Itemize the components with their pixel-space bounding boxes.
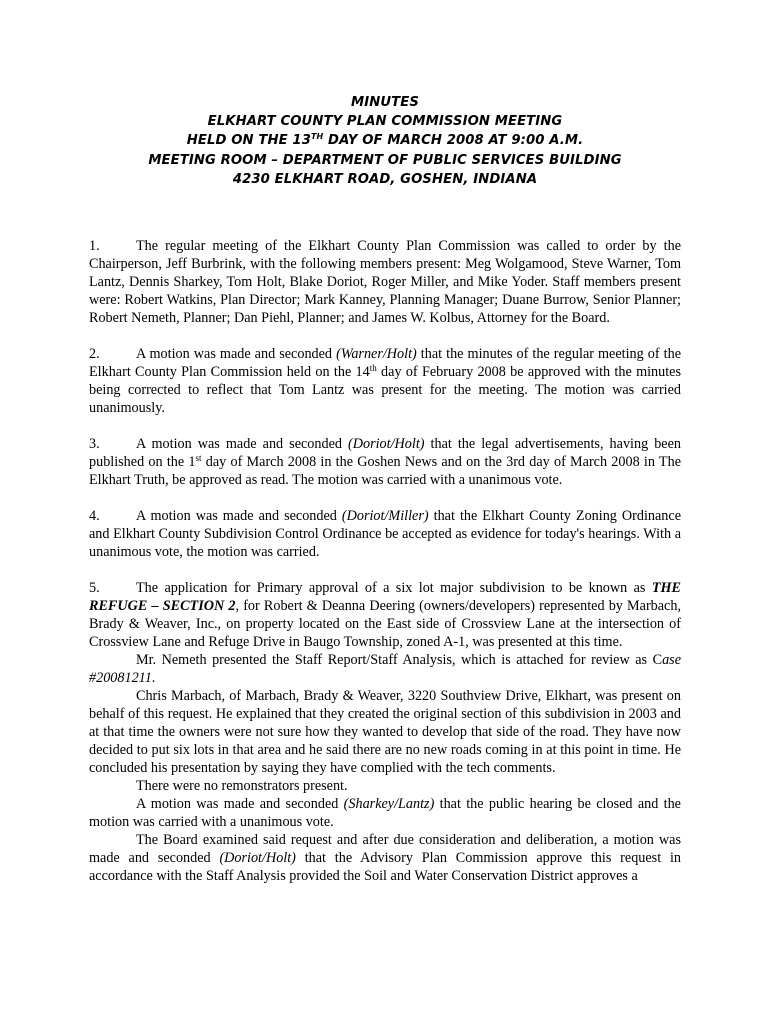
item-text: day of March 2008 in the Goshen News and on the 3rd day of March 2008 in The Elkhart Truth, be approved as read. The motion was carried with a unanimous vote. [89, 454, 681, 488]
item-text: A motion was made and seconded [136, 508, 342, 524]
item-number: 1. [89, 238, 100, 254]
header-title: MINUTES [351, 95, 419, 110]
item-5-board-motion [89, 831, 681, 885]
item-text: A motion was made and seconded [136, 796, 344, 812]
item-number: 4. [89, 508, 100, 524]
item-text: that the Advisory Plan Commission approve this request in accordance with the Staff Analysis provided the Soil and Water Conservation District approves a [89, 850, 681, 884]
minutes-body [89, 237, 681, 885]
item-4 [89, 507, 681, 561]
item-text: that the legal advertisements, having been published on the 1 [89, 436, 681, 470]
header-meeting-room: MEETING ROOM – DEPARTMENT OF PUBLIC SERVICES BUILDING [148, 152, 622, 168]
item-3 [89, 435, 681, 489]
item-2 [89, 345, 681, 417]
header-date-text-b: DAY OF MARCH 2008 AT 9:00 A.M. [323, 133, 584, 149]
motion-names: (Warner/Holt) [336, 346, 417, 362]
item-1 [89, 237, 681, 327]
motion-names: (Doriot/Miller) [341, 508, 429, 524]
header-date-line [0, 131, 770, 150]
item-text: A motion was made and seconded [136, 436, 349, 452]
motion-names: (Sharkey/Lantz) [343, 796, 435, 812]
item-number: 5. [89, 580, 100, 596]
item-text: The application for Primary approval of a six lot major subdivision to be known as [136, 580, 652, 596]
ordinal-suffix: th [369, 363, 377, 373]
item-number: 3. [89, 436, 100, 452]
item-5-presentation: Chris Marbach, of Marbach, Brady & Weaver, 3220 Southview Drive, Elkhart, was present on behalf of this request. He explained that they created the original section of this subdivision in 2003 and at that time the owners were not sure how they wanted to develop that side of the road. They have now decided to put six lots in that area and he said there are no new roads coming in at this point in time. He concluded his presentation by saying they have complied with the tech comments. [89, 688, 681, 776]
motion-names: (Doriot/Holt) [348, 436, 425, 452]
header-commission: ELKHART COUNTY PLAN COMMISSION MEETING [207, 114, 563, 130]
case-number: ase #20081211 [89, 652, 681, 686]
item-number: 2. [89, 346, 100, 362]
item-5 [89, 579, 681, 651]
item-text: The Board examined said request and after due consideration and deliberation, a motion was made and seconded [89, 832, 681, 866]
item-text: The regular meeting of the Elkhart County Plan Commission was called to order by the Chairperson, Jeff Burbrink, with the following members present: Meg Wolgamood, Steve Warner, Tom Lantz, Dennis Sharkey, Tom Holt, Blake Doriot, Roger Miller, and Mike Yoder. Staff members present were: Robert Watkins, Plan Director; Mark Kanney, Planning Manager; Duane Burrow, Senior Planner; Robert Nemeth, Planner; Dan Piehl, Planner; and James W. Kolbus, Attorney for the Board. [89, 238, 681, 326]
item-text: Mr. Nemeth presented the Staff Report/Staff Analysis, which is attached for review as C [136, 652, 663, 668]
item-text: that the minutes of the regular meeting of the Elkhart County Plan Commission held on the 14 [89, 346, 681, 380]
item-5-staff-report [89, 651, 681, 687]
header-date-text-a: HELD ON THE 13 [186, 133, 311, 149]
item-5-remonstrators: There were no remonstrators present. [136, 778, 348, 794]
document-header [0, 93, 770, 189]
header-address: 4230 ELKHART ROAD, GOSHEN, INDIANA [232, 171, 538, 187]
item-text: A motion was made and seconded [136, 346, 337, 362]
item-5-hearing-closed [89, 795, 681, 831]
motion-names: (Doriot/Holt) [219, 850, 296, 866]
item-text: that the Elkhart County Zoning Ordinance and Elkhart County Subdivision Control Ordinance be accepted as evidence for today's hearings. With a unanimous vote, the motion was carried. [89, 508, 681, 560]
item-text: that the public hearing be closed and the motion was carried with a unanimous vote. [89, 796, 681, 830]
subdivision-name: THE REFUGE – SECTION 2 [89, 580, 681, 614]
header-date-ordinal: TH [310, 132, 324, 142]
item-text: , for Robert & Deanna Deering (owners/developers) represented by Marbach, Brady & Weaver, Inc., on property located on the East side of Crossview Lane at the intersection of Crossview Lane and Refuge Drive in Baugo Township, zoned A-1, was presented at this time. [89, 598, 681, 650]
item-text: . [151, 670, 156, 686]
item-text: day of February 2008 be approved with the minutes being corrected to reflect that Tom Lantz was present for the meeting. The motion was carried unanimously. [89, 364, 681, 416]
ordinal-suffix: st [195, 453, 202, 463]
